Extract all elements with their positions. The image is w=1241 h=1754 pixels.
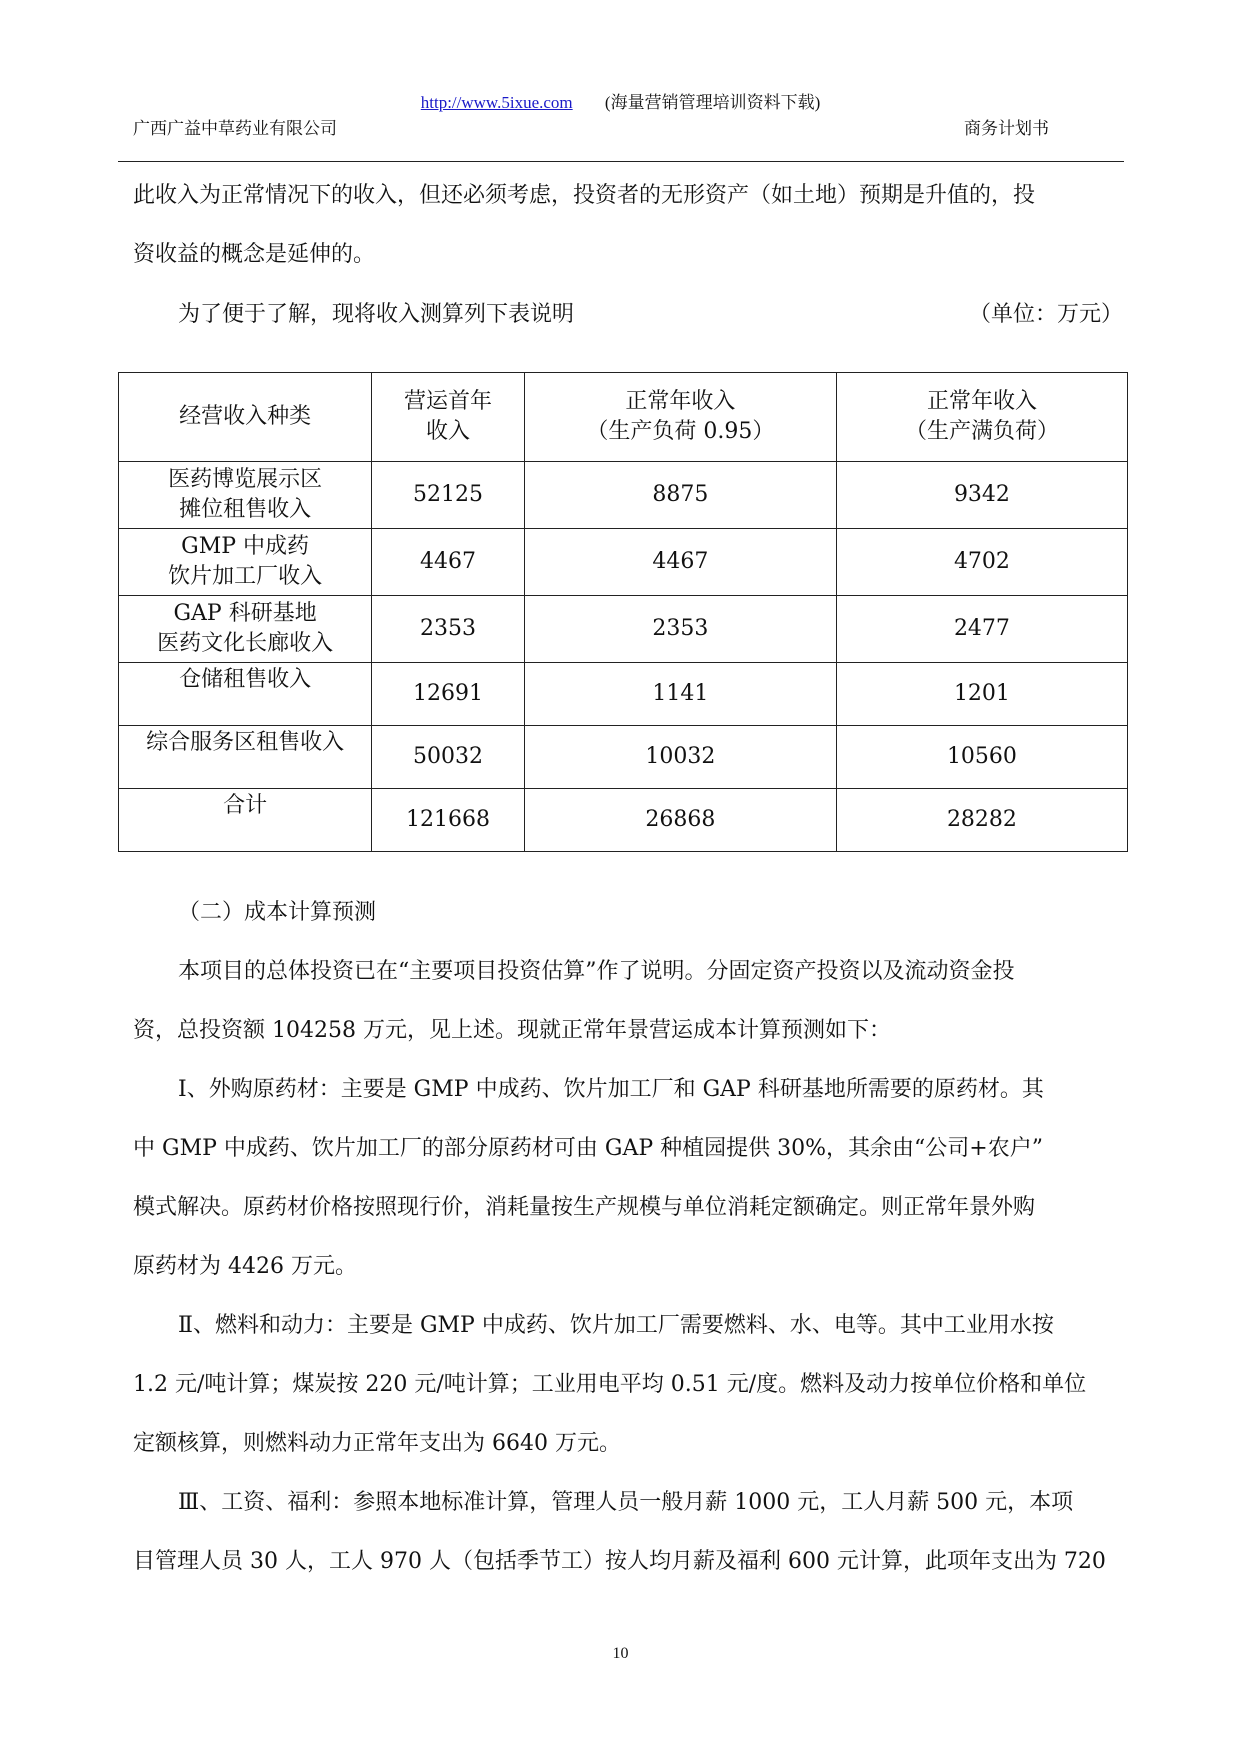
cell-normal-095: 26868 <box>524 789 836 852</box>
revenue-table <box>118 372 1128 852</box>
page-number: 10 <box>612 1645 629 1662</box>
header-first-year: 营运首年 收入 <box>372 373 525 462</box>
cost-p3-line-2: 1.2 元/吨计算；煤炭按 220 元/吨计算；工业用电平均 0.51 元/度。燃料及动力按单位价格和单位 <box>133 1372 1087 1397</box>
table-row <box>119 529 1128 596</box>
cost-p1-line-1: 本项目的总体投资已在“主要项目投资估算”作了说明。分固定资产投资以及流动资金投 <box>178 959 1015 984</box>
cost-p2-line-1: Ⅰ、外购原药材：主要是 GMP 中成药、饮片加工厂和 GAP 科研基地所需要的原药材。其 <box>178 1077 1044 1102</box>
cell-normal-full: 2477 <box>836 596 1127 663</box>
cost-p2-line-2: 中 GMP 中成药、饮片加工厂的部分原药材可由 GAP 种植园提供 30%，其余由“公司+农户” <box>133 1136 1043 1161</box>
row-category: GAP 科研基地 医药文化长廊收入 <box>119 596 372 663</box>
cost-p1-line-2: 资，总投资额 104258 万元，见上述。现就正常年景营运成本计算预测如下： <box>133 1018 891 1043</box>
company-name: 广西广益中草药业有限公司 <box>133 119 337 139</box>
cell-normal-full: 4702 <box>836 529 1127 596</box>
table-row <box>119 462 1128 529</box>
cell-normal-full: 1201 <box>836 663 1127 726</box>
intro-line-2: 资收益的概念是延伸的。 <box>133 242 376 267</box>
site-link[interactable]: http://www.5ixue.com <box>420 93 573 112</box>
cell-normal-095: 4467 <box>524 529 836 596</box>
section-title: （二）成本计算预测 <box>178 900 377 925</box>
row-category: GMP 中成药 饮片加工厂收入 <box>119 529 372 596</box>
cell-normal-095: 1141 <box>524 663 836 726</box>
table-total-row <box>119 789 1128 852</box>
cell-normal-full: 9342 <box>836 462 1127 529</box>
cost-p3-line-1: Ⅱ、燃料和动力：主要是 GMP 中成药、饮片加工厂需要燃料、水、电等。其中工业用水按 <box>178 1313 1054 1338</box>
cell-first-year: 121668 <box>372 789 525 852</box>
site-link-note: (海量营销管理培训资料下载) <box>604 93 821 112</box>
cell-normal-full: 10560 <box>836 726 1127 789</box>
cell-first-year: 50032 <box>372 726 525 789</box>
cell-first-year: 12691 <box>372 663 525 726</box>
cost-p4-line-1: Ⅲ、工资、福利：参照本地标准计算，管理人员一般月薪 1000 元，工人月薪 500 元，本项 <box>178 1490 1074 1515</box>
row-category: 医药博览展示区 摊位租售收入 <box>119 462 372 529</box>
cell-first-year: 2353 <box>372 596 525 663</box>
table-header-row <box>119 373 1128 462</box>
header-divider <box>118 161 1124 162</box>
header-normal-full: 正常年收入 （生产满负荷） <box>836 373 1127 462</box>
row-category: 合计 <box>119 789 372 852</box>
cost-p4-line-2: 目管理人员 30 人，工人 970 人（包括季节工）按人均月薪及福利 600 元计算，此项年支出为 720 <box>133 1549 1106 1574</box>
cost-p2-line-3: 模式解决。原药材价格按照现行价，消耗量按生产规模与单位消耗定额确定。则正常年景外购 <box>133 1195 1036 1220</box>
cost-p3-line-3: 定额核算，则燃料动力正常年支出为 6640 万元。 <box>133 1431 621 1456</box>
row-category: 仓储租售收入 <box>119 663 372 726</box>
table-row <box>119 726 1128 789</box>
cell-normal-095: 10032 <box>524 726 836 789</box>
cell-normal-095: 8875 <box>524 462 836 529</box>
cell-first-year: 52125 <box>372 462 525 529</box>
cell-first-year: 4467 <box>372 529 525 596</box>
intro-line-1: 此收入为正常情况下的收入，但还必须考虑，投资者的无形资产（如土地）预期是升值的，投 <box>133 183 1036 208</box>
document-type: 商务计划书 <box>964 119 1049 139</box>
table-lead: 为了便于了解，现将收入测算列下表说明 <box>178 302 575 327</box>
table-row <box>119 663 1128 726</box>
cell-normal-095: 2353 <box>524 596 836 663</box>
cell-normal-full: 28282 <box>836 789 1127 852</box>
unit-label: （单位：万元） <box>968 302 1123 327</box>
header-category: 经营收入种类 <box>119 373 372 462</box>
table-row <box>119 596 1128 663</box>
header-link-row <box>0 88 1241 113</box>
cost-p2-line-4: 原药材为 4426 万元。 <box>133 1254 357 1279</box>
header-normal-095: 正常年收入 （生产负荷 0.95） <box>524 373 836 462</box>
row-category: 综合服务区租售收入 <box>119 726 372 789</box>
